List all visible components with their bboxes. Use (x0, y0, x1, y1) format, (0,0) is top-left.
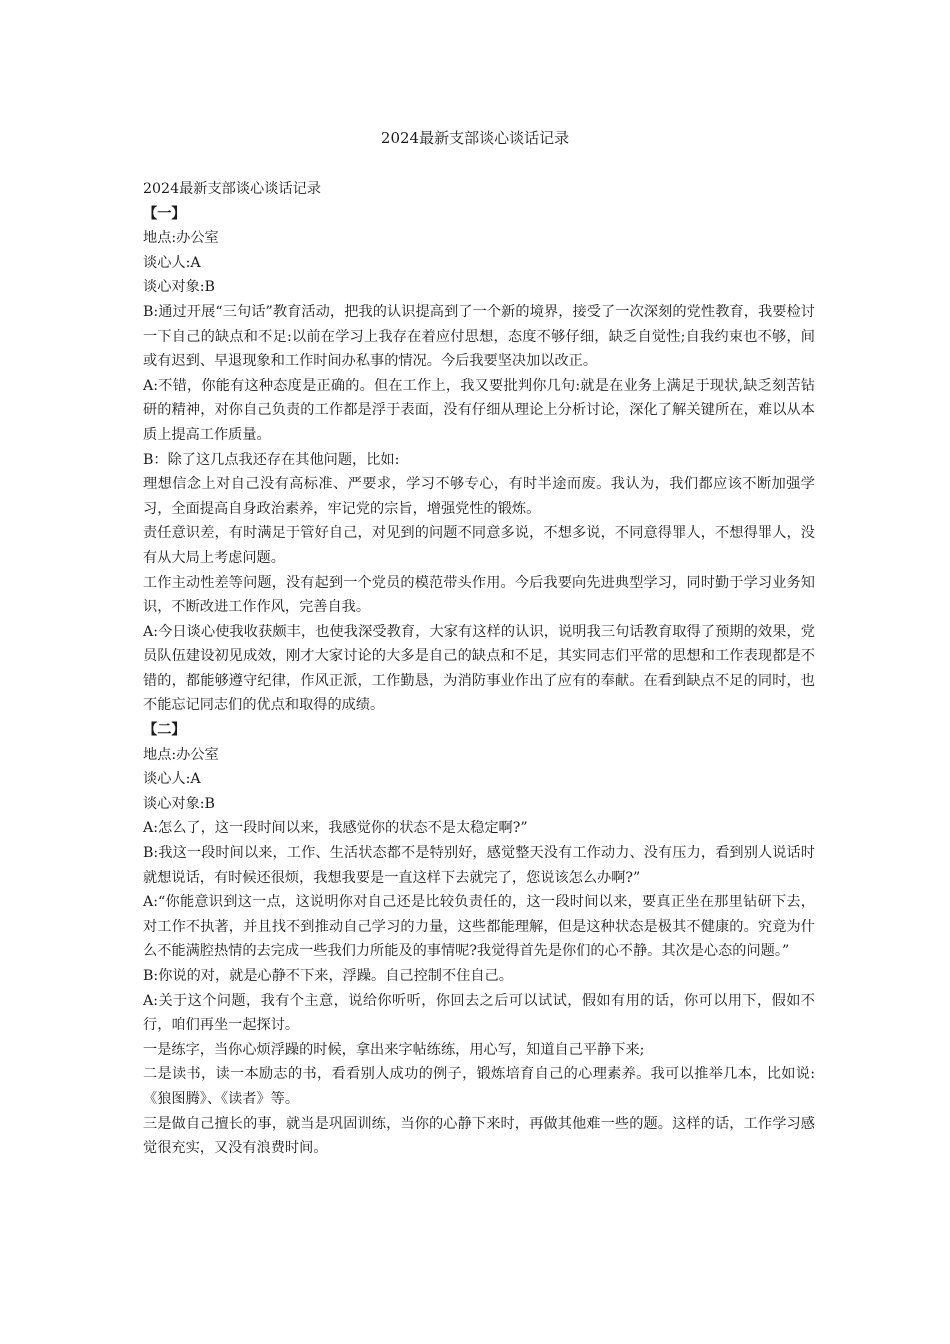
location-line: 地点:办公室 (143, 746, 219, 763)
talker-line: 谈心人:A (143, 771, 201, 788)
dialogue-paragraph: B:我这一段时间以来，工作、生活状态都不是特别好，感觉整天没有工作动力、没有压力，看到别人说话时就想说话，有时候还很烦，我想我要是一直这样下去就完了，您说该怎么办啊?” (143, 845, 815, 886)
suggestion-item: 一是练字，当你心烦浮躁的时候，拿出来字帖练练，用心写，知道自己平静下来; (143, 1041, 645, 1058)
dialogue-paragraph: B:你说的对，就是心静不下来，浮躁。自己控制不住自己。 (143, 968, 513, 984)
section-marker-one: 【一】 (143, 205, 186, 222)
talk-target-line: 谈心对象:B (143, 795, 215, 812)
suggestion-item: 二是读书，读一本励志的书，看看别人成功的例子，锻炼培育自己的心理素养。我可以推举几本，比如说:《狼图腾》、《读者》等。 (143, 1066, 815, 1107)
dialogue-paragraph: A:不错，你能有这种态度是正确的。但在工作上，我又要批判你几句:就是在业务上满足于现状,缺乏刻苦钻研的精神，对你自己负责的工作都是浮于表面，没有仔细从理论上分析讨论，深化了解关键所在，难以从本质上提高工作质量。 (143, 377, 815, 443)
dialogue-paragraph: A:“你能意识到这一点，这说明你对自己还是比较负责任的，这一段时间以来，要真正坐在那里钻研下去，对工作不执著，并且找不到推动自己学习的力量，这些都能理解，但是这种状态是极其不健康的。究竟为什么不能满腔热情的去完成一些我们力所能及的事情呢?我觉得首先是你们的心不静。其次是心态的问题。” (143, 894, 815, 960)
dialogue-paragraph: A:怎么了，这一段时间以来，我感觉你的状态不是太稳定啊?” (143, 820, 528, 837)
document-title: 2024最新支部谈心谈话记录 (380, 129, 570, 147)
talker-line: 谈心人:A (143, 254, 201, 271)
location-line: 地点:办公室 (143, 230, 219, 247)
talk-target-line: 谈心对象:B (143, 279, 215, 296)
dialogue-paragraph: 责任意识差，有时满足于管好自己，对见到的问题不同意多说，不想多说，不同意得罪人，不想得罪人，没有从大局上考虑问题。 (143, 525, 815, 566)
dialogue-paragraph: A:今日谈心使我收获颇丰，也使我深受教育，大家有这样的认识，说明我三句话教育取得了预期的效果，党员队伍建设初见成效，刚才大家讨论的大多是自己的缺点和不足，其实同志们平常的思想和工作表现都是不错的，都能够遵守纪律，作风正派，工作勤恳，为消防事业作出了应有的奉献。在看到缺点不足的同时，也不能忘记同志们的优点和取得的成绩。 (143, 623, 815, 714)
dialogue-paragraph: B:通过开展“三句话”教育活动，把我的认识提高到了一个新的境界，接受了一次深刻的党性教育，我要检讨一下自己的缺点和不足:以前在学习上我存在着应付思想，态度不够仔细，缺乏自觉性;自我约束也不够，间或有迟到、早退现象和工作时间办私事的情况。今后我要坚决加以改正。 (143, 303, 815, 370)
suggestion-item: 三是做自己擅长的事，就当是巩固训练，当你的心静下来时，再做其他难一些的题。这样的话，工作学习感觉很充实，又没有浪费时间。 (143, 1115, 815, 1157)
dialogue-paragraph: A:关于这个问题，我有个主意，说给你听听，你回去之后可以试试，假如有用的话，你可以用下，假如不行，咱们再坐一起探讨。 (143, 992, 815, 1034)
document-body (143, 177, 815, 1161)
dialogue-paragraph: 理想信念上对自己没有高标准、严要求，学习不够专心，有时半途而废。我认为，我们都应该不断加强学习，全面提高自身政治素养，牢记党的宗旨，增强党性的锻炼。 (143, 476, 815, 517)
body-heading: 2024最新支部谈心谈话记录 (143, 181, 321, 197)
section-marker-two: 【二】 (143, 722, 186, 739)
dialogue-paragraph: B：除了这几点我还存在其他问题，比如: (143, 451, 400, 468)
dialogue-paragraph: 工作主动性差等问题，没有起到一个党员的模范带头作用。今后我要向先进典型学习，同时勤于学习业务知识，不断改进工作作风，完善自我。 (143, 574, 815, 616)
